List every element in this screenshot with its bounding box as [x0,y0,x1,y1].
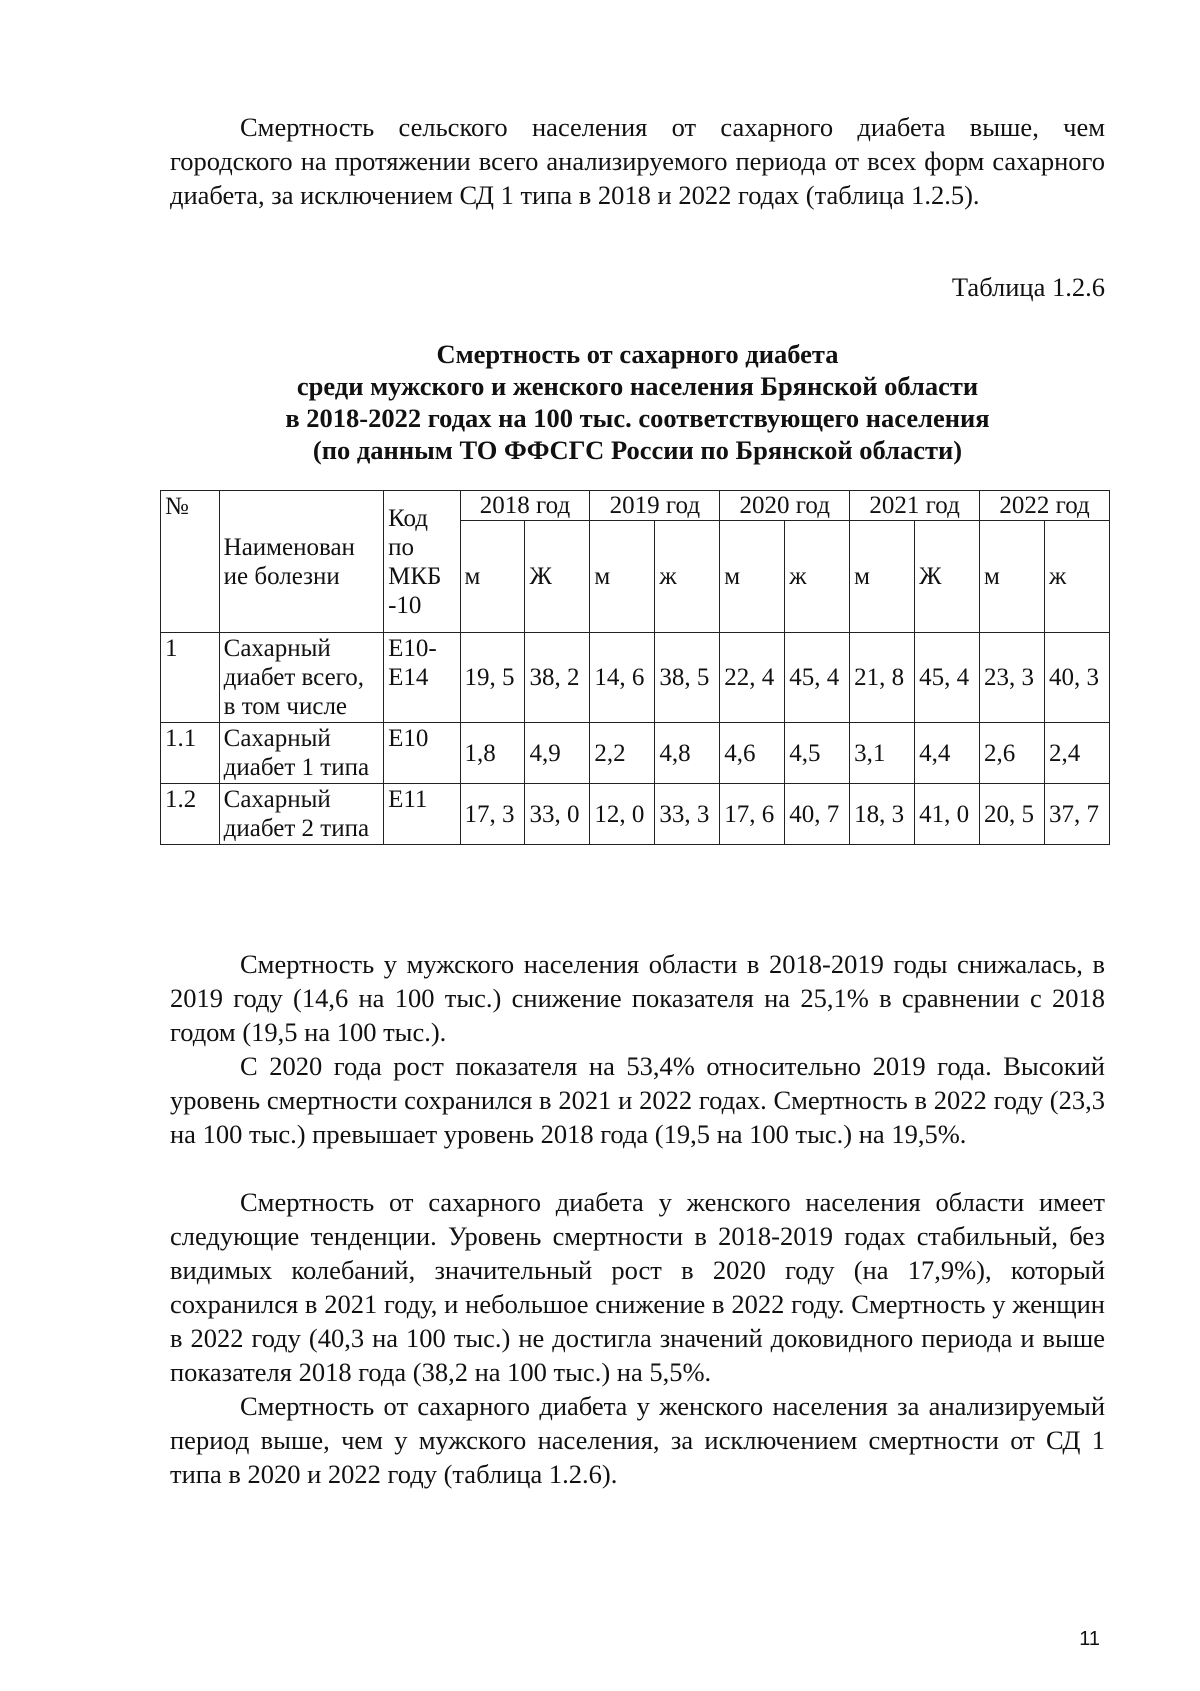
header-year: 2019 год [590,491,720,521]
row-value: 38, 2 [525,633,590,723]
row-value: 22, 4 [720,633,785,723]
row-value: 20, 5 [980,784,1045,845]
table-label: Таблица 1.2.6 [951,272,1105,302]
row-value: 40, 7 [785,784,850,845]
header-sex: Ж [915,521,980,633]
header-sex: ж [655,521,720,633]
row-value: 17, 3 [460,784,525,845]
body-paragraph: Смертность от сахарного диабета у женского населения за анализируемый период выше, чем у мужского населения, за исключением смертности от СД 1 типа в 2020 и 2022 году (таблица 1.2.6). [170,1391,1105,1489]
row-value: 33, 3 [655,784,720,845]
row-value: 23, 3 [980,633,1045,723]
header-sex: ж [1044,521,1109,633]
header-sex: м [850,521,915,633]
row-value: 4,8 [655,723,720,784]
header-sex: м [720,521,785,633]
row-value: 4,5 [785,723,850,784]
row-icd-code: Е11 [384,784,460,845]
header-disease-name: Наименован ие болезни [219,491,383,633]
mortality-table [160,490,1110,845]
row-value: 2,6 [980,723,1045,784]
row-value: 37, 7 [1044,784,1109,845]
row-value: 21, 8 [850,633,915,723]
body-paragraph: Смертность у мужского населения области в 2018-2019 годы снижалась, в 2019 году (14,6 на 100 тыс.) снижение показателя на 25,1% в сравнении с 2018 годом (19,5 на 100 тыс.). [170,949,1105,1047]
row-value: 3,1 [850,723,915,784]
row-value: 40, 3 [1044,633,1109,723]
table-row [161,633,1110,723]
table-row [161,723,1110,784]
header-sex: Ж [525,521,590,633]
header-icd-code: Код по МКБ -10 [384,491,460,633]
row-value: 45, 4 [785,633,850,723]
table-title [170,338,1105,466]
row-value: 45, 4 [915,633,980,723]
row-value: 1,8 [460,723,525,784]
row-value: 38, 5 [655,633,720,723]
row-value: 14, 6 [590,633,655,723]
header-year: 2021 год [850,491,980,521]
body-paragraph: С 2020 года рост показателя на 53,4% относительно 2019 года. Высокий уровень смертности сохранился в 2021 и 2022 годах. Смертность в 2022 году (23,3 на 100 тыс.) превышает уровень 2018 года (19,5 на 100 тыс.) на 19,5%. [170,1051,1105,1149]
header-sex: м [460,521,525,633]
header-num: № [161,491,220,633]
table-title-line: Смертность от сахарного диабета [436,339,839,369]
row-disease-name: Сахарный диабет 2 типа [219,784,383,845]
row-value: 4,6 [720,723,785,784]
row-value: 19, 5 [460,633,525,723]
intro-paragraph: Смертность сельского населения от сахарного диабета выше, чем городского на протяжении всего анализируемого периода от всех форм сахарного диабета, за исключением СД 1 типа в 2018 и 2022 годах (таблица 1.2.5). [170,112,1105,210]
row-value: 4,4 [915,723,980,784]
row-value: 41, 0 [915,784,980,845]
table-title-line: (по данным ТО ФФСГС России по Брянской области) [312,435,963,465]
row-disease-name: Сахарный диабет 1 типа [219,723,383,784]
table-title-line: в 2018-2022 годах на 100 тыс. соответствующего населения [285,403,990,433]
row-value: 12, 0 [590,784,655,845]
row-icd-code: Е10 [384,723,460,784]
body-paragraph: Смертность от сахарного диабета у женского населения области имеет следующие тенденции. Уровень смертности в 2018-2019 годах стабильный, без видимых колебаний, значительный рост в 2020 году (на 17,9%), который сохранился в 2021 году, и небольшое снижение в 2022 году. Смертность у женщин в 2022 году (40,3 на 100 тыс.) не достигла значений доковидного периода и выше показателя 2018 года (38,2 на 100 тыс.) на 5,5%. [170,1187,1105,1387]
page-number: 11 [1079,1628,1100,1650]
header-year: 2022 год [980,491,1110,521]
header-year: 2018 год [460,491,590,521]
table-header-row-years [161,491,1110,521]
row-value: 17, 6 [720,784,785,845]
table-title-line: среди мужского и женского населения Брянской области [296,371,979,401]
row-value: 2,2 [590,723,655,784]
row-value: 33, 0 [525,784,590,845]
row-num: 1.1 [161,723,220,784]
header-year: 2020 год [720,491,850,521]
row-value: 4,9 [525,723,590,784]
row-num: 1.2 [161,784,220,845]
row-icd-code: Е10- Е14 [384,633,460,723]
row-value: 2,4 [1044,723,1109,784]
header-sex: м [980,521,1045,633]
table-row [161,784,1110,845]
header-sex: м [590,521,655,633]
row-num: 1 [161,633,220,723]
row-value: 18, 3 [850,784,915,845]
row-disease-name: Сахарный диабет всего, в том числе [219,633,383,723]
header-sex: ж [785,521,850,633]
